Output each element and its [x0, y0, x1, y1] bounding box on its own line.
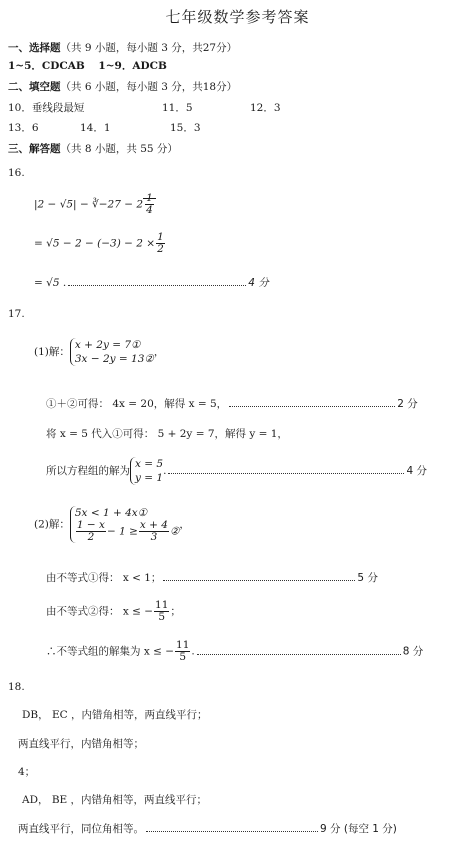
step-text: ∴不等式组的解集为 x ≤ −	[46, 645, 175, 658]
q18-line-2: 两直线平行，内错角相等；	[18, 738, 144, 750]
punct: ；	[170, 605, 181, 618]
q16-line-1-expr: |2 − √5| − ∛−27 − 2	[34, 198, 144, 211]
q18-line-4: AD， BE ，内错角相等，两直线平行；	[22, 794, 208, 806]
q18-line-3: 4；	[18, 766, 36, 778]
fraction-denominator: 3	[150, 531, 158, 544]
q17-step-3	[46, 457, 427, 485]
step-text: 由不等式①得： x < 1；	[46, 572, 162, 584]
question-16-number: 16.	[8, 167, 25, 179]
solution-y: y = 1	[135, 472, 164, 485]
choice-answer-1: 1~5．CDCAB	[8, 60, 85, 72]
score: 9 分 (每空 1 分)	[320, 823, 397, 835]
step-text: 两直线平行，同位角相等。	[18, 823, 144, 835]
punct: ，	[153, 346, 165, 359]
step-text: 由不等式②得： x ≤ −	[46, 605, 154, 618]
fill-answer-12: 12．3	[250, 102, 281, 114]
solution-system	[130, 457, 163, 485]
section-note: （共 9 小题，每小题 3 分，共27分）	[60, 42, 238, 54]
inequality-system	[70, 506, 180, 543]
leader-dots	[168, 473, 404, 474]
q17-step-5	[46, 600, 181, 623]
circle-2: ②	[169, 525, 180, 538]
section-fill-heading	[8, 79, 237, 94]
q16-line-2-expr: = √5 − 2 − (−3) − 2 ×	[34, 237, 156, 250]
choice-answer-2: 1~9．ADCB	[98, 60, 167, 72]
q16-line-3	[34, 275, 269, 290]
q16-result: = √5 .	[34, 277, 67, 289]
equation-system	[70, 338, 154, 366]
leader-dots	[68, 285, 246, 286]
inequality-op: − 1 ≥	[106, 525, 138, 538]
inequality-2	[75, 520, 180, 543]
section-note: （共 8 小题，共 55 分）	[60, 143, 178, 155]
fraction-numerator: 11	[176, 639, 190, 651]
leader-dots	[163, 580, 355, 581]
q17-part2-system	[34, 506, 190, 543]
question-17-number: 17.	[8, 308, 25, 320]
fraction-denominator: 4	[146, 204, 153, 217]
part-label: (2)解：	[34, 518, 70, 531]
leader-dots	[197, 654, 401, 655]
q18-line-5	[18, 821, 397, 836]
step-text: ①＋②可得： 4x = 20，解得 x = 5，	[46, 398, 228, 410]
section-label: 二、填空题	[8, 81, 61, 93]
score: 4 分	[406, 465, 427, 478]
q17-step-1	[46, 396, 418, 411]
fraction-numerator: x + 4	[139, 519, 168, 532]
q17-part1-system	[34, 338, 164, 366]
equation-2: 3x − 2y = 13②	[74, 353, 154, 366]
score: 4 分	[248, 277, 269, 289]
fraction-denominator: 2	[157, 243, 164, 256]
section-label: 一、选择题	[8, 42, 61, 54]
question-18-number: 18.	[8, 681, 25, 693]
section-note: （共 6 小题，每小题 3 分，共18分）	[60, 81, 238, 93]
fraction-numerator: 1 − x	[76, 519, 105, 532]
leader-dots	[146, 831, 318, 832]
section-choice-heading	[8, 40, 237, 55]
part-label: (1)解：	[34, 346, 70, 359]
q16-line-2	[34, 232, 166, 255]
sqrt-fraction	[143, 192, 156, 217]
q17-step-2: 将 x = 5 代入①可得： 5 + 2y = 7，解得 y = 1，	[46, 428, 288, 440]
solution-x: x = 5	[135, 458, 164, 470]
q17-step-4	[46, 570, 378, 585]
fill-answer-14: 14．1	[80, 122, 111, 134]
fill-answer-15: 15．3	[170, 122, 201, 134]
fraction-denominator: 2	[87, 531, 95, 544]
punct: ，	[179, 518, 190, 531]
fill-answer-10: 10．垂线段最短	[8, 102, 85, 114]
equation-1: x + 2y = 7①	[74, 339, 141, 351]
fraction-numerator: 1	[157, 231, 164, 243]
q17-step-6	[46, 640, 423, 663]
step-text: 所以方程组的解为	[46, 465, 130, 478]
section-label: 三、解答题	[8, 143, 61, 155]
q18-line-1: DB， EC ，内错角相等，两直线平行；	[22, 709, 208, 721]
fraction-denominator: 5	[179, 651, 187, 664]
fraction-numerator: 11	[155, 599, 169, 611]
punct: .	[163, 465, 167, 478]
q16-line-1	[34, 193, 156, 216]
leader-dots	[229, 406, 395, 407]
inequality-1: 5x < 1 + 4x①	[74, 507, 148, 519]
score: 8 分	[402, 645, 424, 658]
page-title: 七年级数学参考答案	[165, 8, 310, 26]
choice-answers	[8, 58, 167, 73]
punct: .	[191, 645, 195, 658]
fill-answer-11: 11．5	[162, 102, 193, 114]
score: 2 分	[397, 398, 418, 410]
fraction-denominator: 5	[158, 611, 166, 624]
section-solve-heading	[8, 141, 178, 156]
fill-answer-13: 13．6	[8, 122, 39, 134]
score: 5 分	[357, 572, 378, 584]
fraction-numerator: 1	[146, 192, 153, 204]
